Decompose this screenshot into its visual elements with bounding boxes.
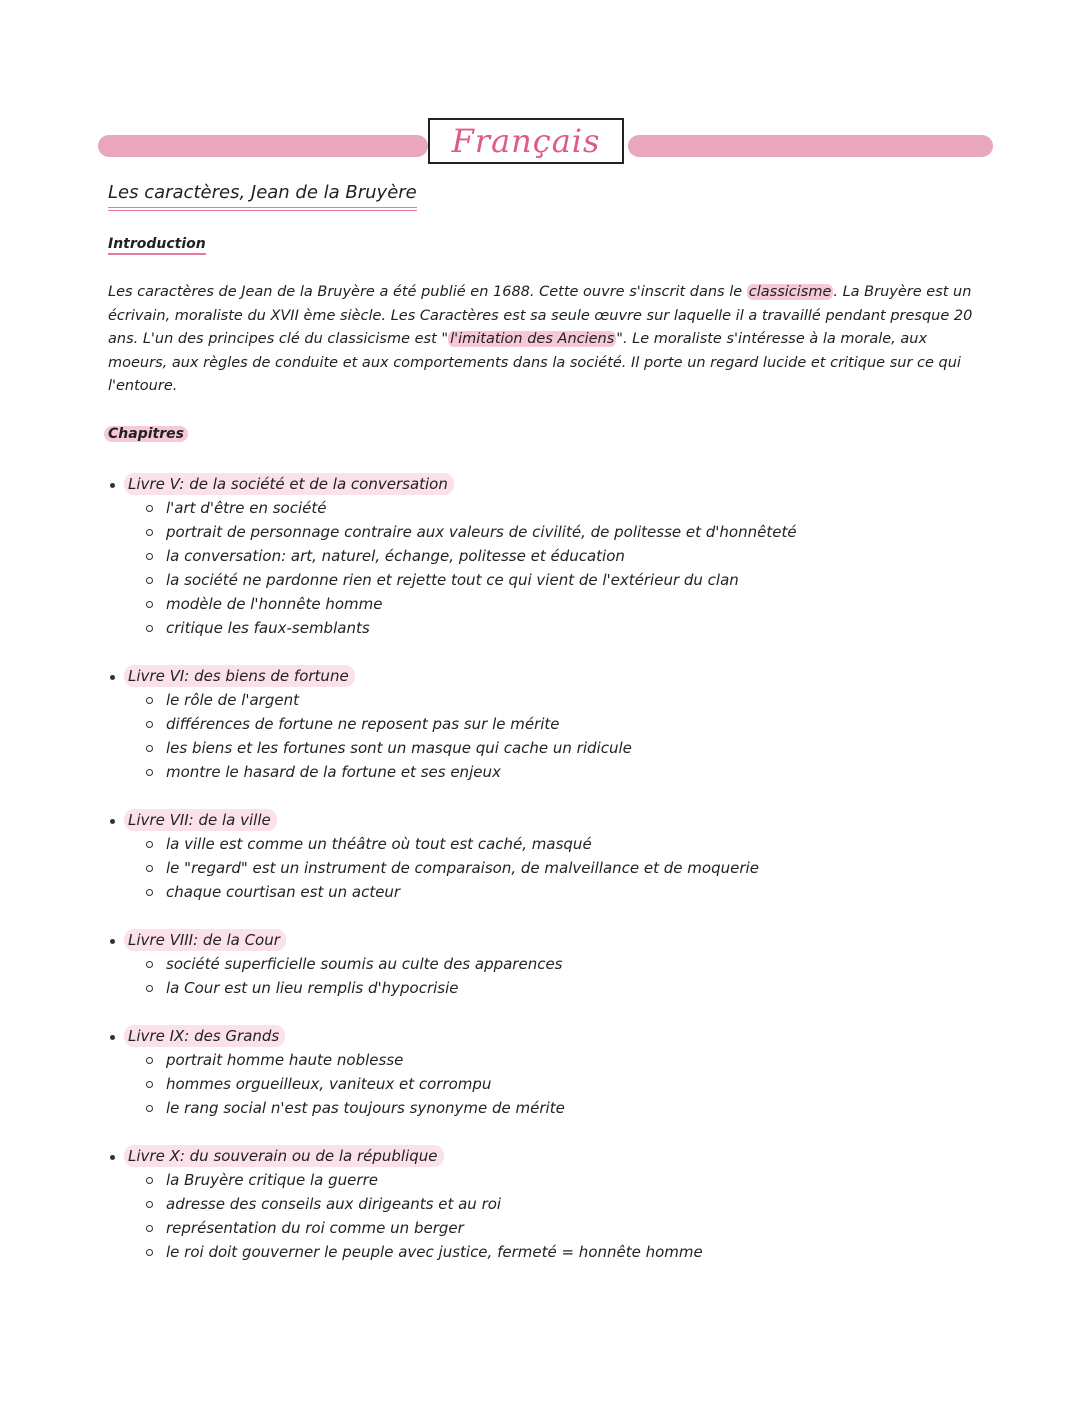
header-decor-bar-left <box>98 135 428 157</box>
chapter-point: société superficielle soumis au culte des apparences <box>110 953 1010 977</box>
intro-highlight-classicisme: classicisme <box>748 284 832 300</box>
chapter-point: critique les faux-semblants <box>110 617 1010 641</box>
intro-text: ". Le moraliste s'intéresse à la morale, aux moeurs, aux règles de conduite et aux comportements dans la société. Il porte un regard lucide et critique sur ce qui l'entoure. <box>108 331 961 394</box>
chapter-point: le "regard" est un instrument de comparaison, de malveillance et de moquerie <box>110 857 1010 881</box>
chapter-block <box>110 1025 1010 1121</box>
chapter-title: Livre V: de la société et de la conversation <box>124 473 454 495</box>
chapitres-label: Chapitres <box>104 426 188 442</box>
chapter-title-row <box>110 1145 1010 1169</box>
chapter-point: modèle de l'honnête homme <box>110 593 1010 617</box>
chapter-title-row <box>110 809 1010 833</box>
chapter-point: le roi doit gouverner le peuple avec justice, fermeté = honnête homme <box>110 1241 1010 1265</box>
chapter-point: hommes orgueilleux, vaniteux et corrompu <box>110 1073 1010 1097</box>
intro-text: Les caractères de Jean de la Bruyère a été publié en 1688. Cette ouvre s'inscrit dans le <box>108 284 747 300</box>
chapter-block <box>110 665 1010 785</box>
chapter-point: portrait homme haute noblesse <box>110 1049 1010 1073</box>
chapter-point: adresse des conseils aux dirigeants et au roi <box>110 1193 1010 1217</box>
chapter-point: portrait de personnage contraire aux valeurs de civilité, de politesse et d'honnêteté <box>110 521 1010 545</box>
bullet-dot <box>110 1035 115 1040</box>
chapter-point: différences de fortune ne reposent pas sur le mérite <box>110 713 1010 737</box>
chapter-title: Livre IX: des Grands <box>124 1025 285 1047</box>
chapter-point: le rôle de l'argent <box>110 689 1010 713</box>
chapter-point: la Cour est un lieu remplis d'hypocrisie <box>110 977 1010 1001</box>
chapter-points <box>110 1049 1010 1121</box>
chapter-point: montre le hasard de la fortune et ses enjeux <box>110 761 1010 785</box>
chapter-point: l'art d'être en société <box>110 497 1010 521</box>
chapter-title-row <box>110 665 1010 689</box>
chapter-block <box>110 473 1010 641</box>
chapter-point: représentation du roi comme un berger <box>110 1217 1010 1241</box>
chapter-title-row <box>110 1025 1010 1049</box>
chapter-title-row <box>110 929 1010 953</box>
bullet-dot <box>110 819 115 824</box>
document-heading: Les caractères, Jean de la Bruyère <box>108 182 417 211</box>
chapter-block <box>110 809 1010 905</box>
bullet-dot <box>110 675 115 680</box>
chapter-title: Livre VII: de la ville <box>124 809 277 831</box>
chapter-title: Livre VIII: de la Cour <box>124 929 286 951</box>
chapter-points <box>110 1169 1010 1265</box>
intro-highlight-imitation: l'imitation des Anciens <box>450 331 615 347</box>
chapter-point: le rang social n'est pas toujours synonyme de mérite <box>110 1097 1010 1121</box>
chapter-points <box>110 953 1010 1001</box>
introduction-paragraph <box>108 281 978 399</box>
bullet-dot <box>110 483 115 488</box>
intro-text: . La Bruyère est un écrivain, moraliste du XVII ème siècle. Les Caractères est sa seule œuvre sur laquelle il a travaillé pendant presque 20 ans. L'un des principes clé du classicisme est " <box>108 284 973 347</box>
chapter-point: la ville est comme un théâtre où tout est caché, masqué <box>110 833 1010 857</box>
chapter-title: Livre VI: des biens de fortune <box>124 665 355 687</box>
title-box <box>428 118 624 164</box>
chapter-point: chaque courtisan est un acteur <box>110 881 1010 905</box>
chapter-point: les biens et les fortunes sont un masque qui cache un ridicule <box>110 737 1010 761</box>
chapter-points <box>110 497 1010 641</box>
bullet-dot <box>110 1155 115 1160</box>
chapter-points <box>110 833 1010 905</box>
chapter-point: la société ne pardonne rien et rejette tout ce qui vient de l'extérieur du clan <box>110 569 1010 593</box>
introduction-label: Introduction <box>108 236 206 255</box>
chapter-block <box>110 929 1010 1001</box>
chapter-title: Livre X: du souverain ou de la république <box>124 1145 444 1167</box>
chapter-points <box>110 689 1010 785</box>
chapter-point: la Bruyère critique la guerre <box>110 1169 1010 1193</box>
chapter-title-row <box>110 473 1010 497</box>
page-title: Français <box>451 122 601 160</box>
header-decor-bar-right <box>628 135 993 157</box>
chapter-point: la conversation: art, naturel, échange, politesse et éducation <box>110 545 1010 569</box>
bullet-dot <box>110 939 115 944</box>
chapter-block <box>110 1145 1010 1265</box>
